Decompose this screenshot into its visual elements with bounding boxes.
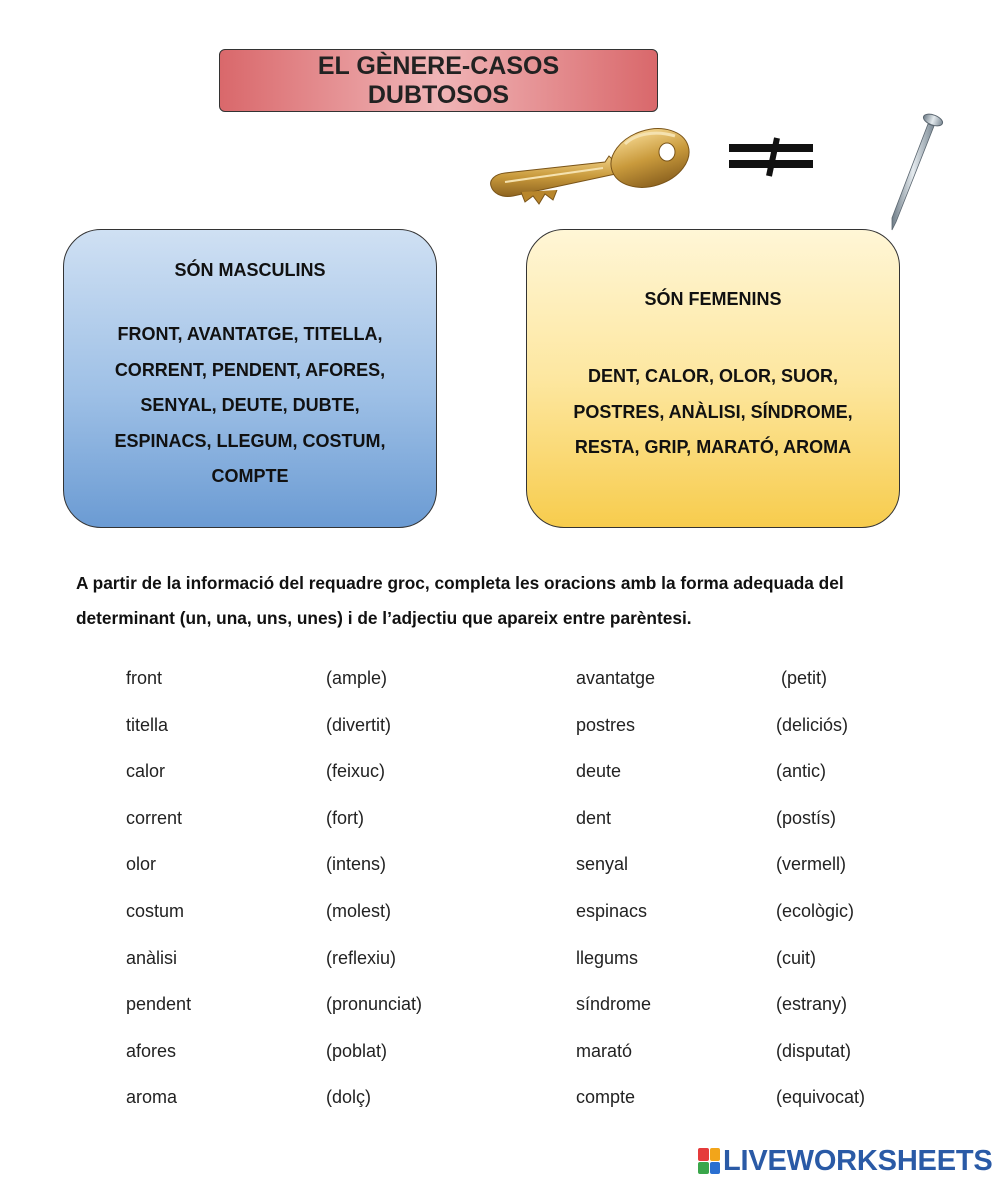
masculine-words-box: [63, 229, 437, 528]
noun-right: avantatge: [576, 668, 656, 688]
noun-left: aroma: [126, 1087, 178, 1107]
noun-left: front: [126, 668, 163, 688]
noun-right: deute: [576, 761, 622, 781]
adjective-left: (fort): [326, 808, 364, 828]
noun-right: senyal: [576, 854, 629, 874]
title-text: EL GÈNERE-CASOS DUBTOSOS: [317, 51, 560, 109]
noun-right: dent: [576, 808, 612, 828]
liveworksheets-badge-icon: [698, 1148, 720, 1174]
adjective-right: (vermell): [776, 854, 846, 874]
noun-left: costum: [126, 901, 185, 921]
exercise-row: [0, 668, 1000, 698]
masculine-heading: SÓN MASCULINS: [174, 260, 326, 280]
noun-left: titella: [126, 715, 169, 735]
not-equal-icon: [725, 136, 817, 178]
feminine-words-box: [526, 229, 900, 528]
adjective-left: (pronunciat): [326, 994, 423, 1014]
exercise-row: [0, 901, 1000, 931]
noun-right: postres: [576, 715, 636, 735]
instructions-text: A partir de la informació del requadre groc, completa les oracions amb la forma adequada del determinant (un, una, uns, unes) i de l’adjectiu que apareix entre parèntesi.: [76, 573, 844, 628]
exercise-row: [0, 808, 1000, 838]
feminine-heading: SÓN FEMENINS: [644, 289, 782, 309]
exercise-row: [0, 1087, 1000, 1117]
adjective-left: (poblat): [326, 1041, 388, 1061]
noun-left: corrent: [126, 808, 183, 828]
worksheet-title: [219, 49, 658, 112]
noun-right: espinacs: [576, 901, 648, 921]
exercise-row: [0, 761, 1000, 791]
adjective-left: (ample): [326, 668, 388, 688]
nail-icon: [884, 108, 946, 232]
exercise-row: [0, 994, 1000, 1024]
exercise-row: [0, 1041, 1000, 1071]
adjective-right: (ecològic): [776, 901, 855, 921]
noun-right: llegums: [576, 948, 639, 968]
adjective-right: (deliciós): [776, 715, 849, 735]
noun-left: olor: [126, 854, 157, 874]
adjective-left: (reflexiu): [326, 948, 397, 968]
noun-left: afores: [126, 1041, 177, 1061]
noun-right: síndrome: [576, 994, 652, 1014]
adjective-right: (postís): [776, 808, 837, 828]
key-icon: [485, 122, 695, 208]
adjective-right: (antic): [776, 761, 827, 781]
adjective-right: (equivocat): [776, 1087, 866, 1107]
feminine-word-list: DENT, CALOR, OLOR, SUOR, POSTRES, ANÀLISI, SÍNDROME, RESTA, GRIP, MARATÓ, AROMA: [573, 366, 853, 457]
noun-right: compte: [576, 1087, 636, 1107]
adjective-left: (feixuc): [326, 761, 386, 781]
adjective-left: (dolç): [326, 1087, 372, 1107]
noun-left: pendent: [126, 994, 192, 1014]
noun-right: marató: [576, 1041, 633, 1061]
adjective-right: (disputat): [776, 1041, 852, 1061]
liveworksheets-logo: [698, 1146, 993, 1176]
watermark-text: LIVEWORKSHEETS: [723, 1144, 993, 1177]
adjective-left: (intens): [326, 854, 387, 874]
noun-left: calor: [126, 761, 166, 781]
exercise-row: [0, 715, 1000, 745]
adjective-right: (petit): [776, 668, 828, 688]
exercise-row: [0, 948, 1000, 978]
exercise-row: [0, 854, 1000, 884]
adjective-right: (estrany): [776, 994, 848, 1014]
noun-left: anàlisi: [126, 948, 178, 968]
adjective-right: (cuit): [776, 948, 816, 968]
adjective-left: (molest): [326, 901, 392, 921]
masculine-word-list: FRONT, AVANTATGE, TITELLA, CORRENT, PENDENT, AFORES, SENYAL, DEUTE, DUBTE, ESPINACS, LLEGUM, COSTUM, COMPTE: [114, 324, 386, 486]
adjective-left: (divertit): [326, 715, 392, 735]
